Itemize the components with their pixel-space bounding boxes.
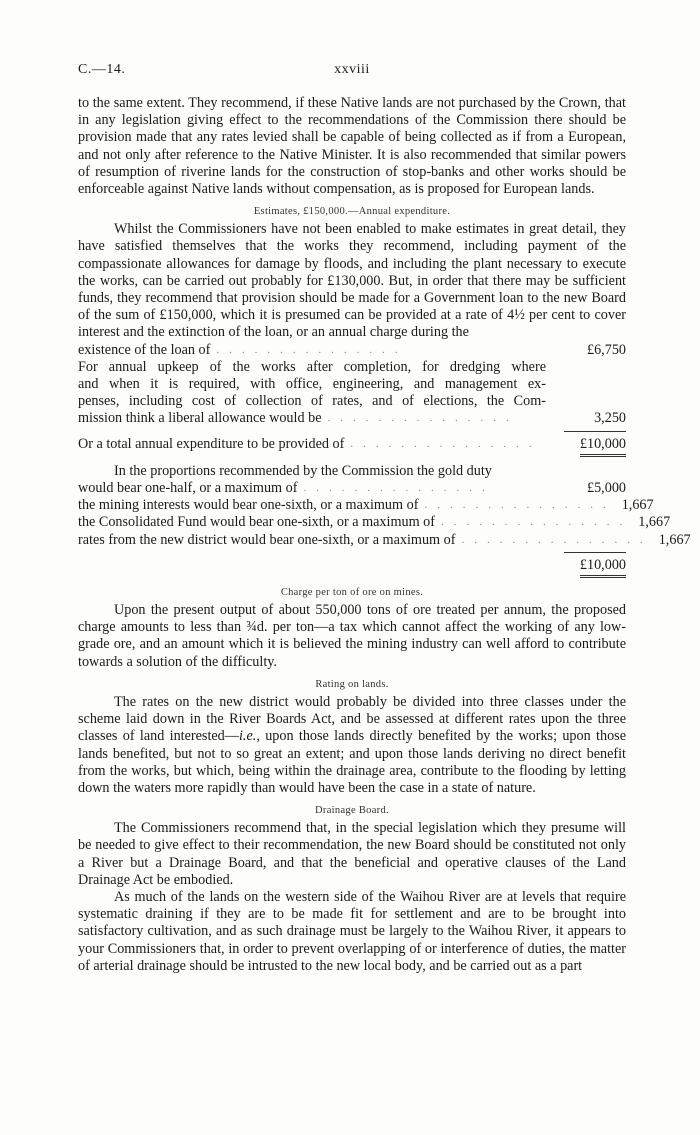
rating-text-a: The rates on the new district would probably be divided into three classes under the scheme laid down in the River Boards Act, and be assessed at different rates upon the three classes of land interested— [78, 693, 626, 745]
proportions-total-value: £10,000 [580, 557, 626, 578]
expenditure-label: existence of the loan of [78, 341, 211, 358]
upkeep-label: mission think a liberal allowance would be [78, 410, 322, 427]
rule-line [564, 552, 626, 553]
leader-dots: ............... [327, 412, 519, 425]
paragraph-native-lands: to the same extent. They recommend, if these Native lands are not purchased by the Crown, that in any legislation giving effect to the recommendations of the Commission there should be provision made that any rates levied shall be capable of being collected as if from a European, and not only after reference to the Native Minister. It is also recommended that similar powers of resumption of riverine lands for the construction of stop-banks and other works should be enforceable against Native lands without compensation, as is proposed for European lands. [78, 95, 626, 198]
proportion-amount: £5,000 [586, 480, 626, 497]
total-amount [554, 436, 626, 453]
expenditure-amount: £6,750 [586, 341, 626, 358]
expenditure-row-total [78, 436, 626, 453]
leader-dots: ............... [350, 437, 542, 450]
leader-dots: ............... [216, 343, 408, 356]
upkeep-line: penses, including cost of collection of rates, and of elections, the Com- [78, 393, 546, 410]
expenditure-row-upkeep [78, 359, 626, 428]
upkeep-last-line [78, 410, 546, 427]
proportion-row [78, 497, 654, 514]
proportion-label: rates from the new district would bear one-sixth, or a maximum of [78, 531, 456, 548]
heading-estimates: Estimates, £150,000.—Annual expenditure. [253, 206, 451, 218]
upkeep-line: and when it is required, with office, engineering, and management ex- [78, 376, 546, 393]
page-number: xxviii [334, 62, 370, 77]
paragraph-drainage-1: The Commissioners recommend that, in the special legislation which they presume will be needed to give effect to their recommendation, the new Board should be constituted not only a River but a Drainage Board, and that the beneficial and operative clauses of the Land Drainage Act be embodied. [78, 820, 626, 888]
paragraph-estimates: Whilst the Commissioners have not been enabled to make estimates in great detail, they have satisfied themselves that the works they recommend, including payment of the compassionate allowances for damage by floods, and including the plant necessary to execute the works, can be carried out probably for £130,000. But, in order that there may be sufficient funds, they recommend that provision should be made for a Government loan to the new Board of the sum of £150,000, which it is presumed can be provided at a rate of 4½ per cent to cover interest and the extinction of the loan, or an annual charge during the [78, 221, 626, 341]
proportions-rule [78, 552, 626, 553]
proportions-total [554, 557, 626, 574]
leader-dots: ............... [461, 533, 653, 546]
proportion-amount: 1,667 [638, 514, 671, 531]
proportion-amount: 1,667 [658, 531, 691, 548]
upkeep-line: For annual upkeep of the works after completion, for dredging where [78, 358, 546, 375]
spacer [78, 453, 626, 463]
total-label: Or a total annual expenditure to be provided of [78, 435, 345, 452]
rule-line [564, 431, 626, 432]
proportion-label: the Consolidated Fund would bear one-sixth, or a maximum of [78, 514, 435, 531]
document-code: C.—14. [78, 62, 126, 77]
proportion-label: the mining interests would bear one-sixth, or a maximum of [78, 497, 419, 514]
proportion-row [78, 531, 691, 549]
upkeep-text [78, 359, 554, 428]
proportion-amount: 1,667 [621, 497, 654, 514]
subtotal-rule [78, 431, 626, 432]
expenditure-row-loan [78, 342, 626, 359]
heading-drainage: Drainage Board. [315, 805, 389, 817]
proportion-row [78, 480, 626, 497]
proportions-total-row [78, 557, 626, 574]
rating-text-b: , upon those lands directly benefited by the works; upon those lands benefited, but not to so great an extent; and upon those lands deriving no direct benefit from the works, but which, being within the drainage area, contribute to the flooding by letting down the waters more rapidly than would have been the case in a state of nature. [78, 728, 626, 796]
paragraph-drainage-2: As much of the lands on the western side of the Waihou River are at levels that require systematic draining if they are to be made fit for settlement and are to be brought into satisfactory cultivation, and as such drainage must be largely to the Waihou River, it appears to your Commissioners that, in order to prevent overlapping of or interference of duties, the matter of arterial drainage should be intrusted to the new local body, and be carried out as a part [78, 888, 626, 974]
rating-text-ie: i.e. [238, 728, 257, 745]
heading-rating: Rating on lands. [315, 678, 389, 690]
leader-dots: ............... [424, 499, 616, 512]
proportion-label: would bear one-half, or a maximum of [78, 480, 298, 497]
page-body [78, 95, 691, 975]
proportion-row [78, 514, 671, 531]
leader-dots: ............... [441, 516, 633, 529]
total-amount-value: £10,000 [580, 436, 626, 457]
expenditure-amount: 3,250 [594, 410, 626, 427]
proportions-intro: In the proportions recommended by the Commission the gold duty [114, 462, 492, 479]
paragraph-charge: Upon the present output of about 550,000 tons of ore treated per annum, the proposed charge amounts to less than ¾d. per ton—a tax which cannot affect the working of any low-grade ore, and an amount which it is believed the mining industry can well afford to contribute towards a solution of the difficulty. [78, 602, 626, 670]
paragraph-rating [78, 694, 626, 797]
leader-dots: ............... [303, 482, 495, 495]
heading-charge: Charge per ton of ore on mines. [280, 587, 424, 599]
